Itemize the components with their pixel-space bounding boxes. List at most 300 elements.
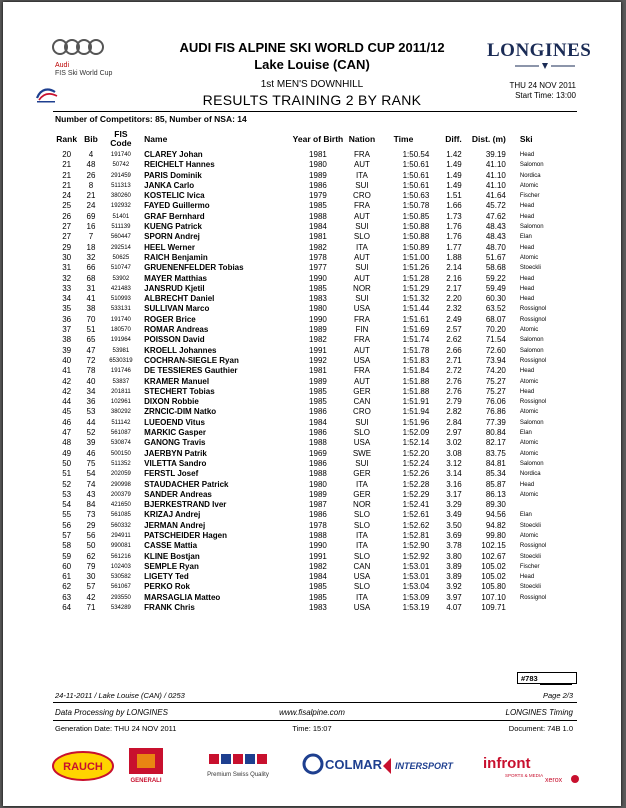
cell-fis-code: 561216 xyxy=(110,553,131,560)
col-year-of-birth: Year of Birth xyxy=(292,133,344,144)
cell-year-of-birth: 1982 xyxy=(309,242,327,252)
cell-nation: SLO xyxy=(353,428,370,438)
cell-rank: 52 xyxy=(62,479,72,489)
cell-diff: 3.08 xyxy=(446,448,462,458)
cell-dist: 41.10 xyxy=(485,180,506,190)
cell-name: LUEOEND Vitus xyxy=(144,417,205,427)
cell-nation: CAN xyxy=(353,561,371,571)
cell-time: 1:52.20 xyxy=(402,448,430,458)
cell-ski: Stoeckli xyxy=(519,522,541,529)
cell-bib: 16 xyxy=(86,222,96,232)
website-link[interactable]: www.fisalpine.com xyxy=(279,708,345,717)
table-row xyxy=(53,552,577,562)
table-row xyxy=(53,191,577,201)
cell-ski: Rossignol xyxy=(519,306,547,313)
cell-year-of-birth: 1989 xyxy=(309,170,327,180)
cell-bib: 53 xyxy=(86,407,96,417)
cell-fis-code: 421483 xyxy=(110,285,131,292)
start-time: Start Time: 13:00 xyxy=(515,91,576,100)
cell-time: 1:50.78 xyxy=(402,201,430,211)
cell-name: KROELL Johannes xyxy=(144,345,217,355)
cell-ski: Head xyxy=(519,481,535,488)
cell-fis-code: 500150 xyxy=(110,450,131,457)
cell-time: 1:52.81 xyxy=(402,530,430,540)
cell-time: 1:51.84 xyxy=(402,366,430,376)
cell-nation: AUT xyxy=(353,345,370,355)
table-row xyxy=(53,253,577,263)
cell-ski: Atomic xyxy=(519,254,539,261)
cell-time: 1:50.88 xyxy=(402,232,430,242)
cell-rank: 46 xyxy=(62,417,72,427)
cell-ski xyxy=(506,603,577,613)
cell-diff: 3.78 xyxy=(446,541,462,551)
cell-time: 1:53.19 xyxy=(402,603,430,613)
cell-fis-code: 200379 xyxy=(110,491,131,498)
cell-ski xyxy=(506,500,577,510)
cell-name: SEMPLE Ryan xyxy=(144,561,199,571)
cell-name: CASSE Mattia xyxy=(144,541,198,551)
cell-diff: 3.49 xyxy=(446,510,462,520)
table-row xyxy=(53,469,577,479)
col-fis-line1: FIS xyxy=(114,129,128,139)
cell-diff: 3.29 xyxy=(446,500,462,510)
cell-name: ROGER Brice xyxy=(144,314,196,324)
cell-nation: FRA xyxy=(353,150,370,159)
cell-bib: 75 xyxy=(86,458,96,468)
cell-nation: SUI xyxy=(355,417,369,427)
cell-time: 1:51.88 xyxy=(402,386,430,396)
cell-rank: 45 xyxy=(62,407,72,417)
cell-diff: 2.71 xyxy=(446,355,462,365)
cell-diff: 2.84 xyxy=(446,417,462,427)
cell-rank: 55 xyxy=(62,510,72,520)
cell-bib: 52 xyxy=(86,428,96,438)
cell-bib: 40 xyxy=(86,376,96,386)
cell-bib: 56 xyxy=(86,530,96,540)
table-row xyxy=(53,407,577,417)
cell-rank: 29 xyxy=(62,242,72,252)
footer-divider xyxy=(53,702,577,703)
cell-rank: 53 xyxy=(62,489,72,499)
cell-rank: 42 xyxy=(62,386,72,396)
table-row xyxy=(53,490,577,500)
cell-time: 1:53.01 xyxy=(402,561,430,571)
xerox-logo xyxy=(545,775,579,784)
cell-nation: SLO xyxy=(353,551,370,561)
cell-time: 1:51.44 xyxy=(402,304,430,314)
table-row xyxy=(53,274,577,284)
cell-fis-code: 290998 xyxy=(110,481,131,488)
cell-nation: SUI xyxy=(355,180,369,190)
cell-ski: Head xyxy=(519,574,535,581)
cell-time: 1:52.41 xyxy=(402,500,430,510)
rauch-logo xyxy=(53,752,113,780)
cell-name: POISSON David xyxy=(144,335,205,345)
table-row xyxy=(53,325,577,335)
cell-diff: 2.20 xyxy=(446,294,462,304)
cell-year-of-birth: 1980 xyxy=(309,479,327,489)
cell-diff: 3.16 xyxy=(446,479,462,489)
event-title: AUDI FIS ALPINE SKI WORLD CUP 2011/12 xyxy=(179,40,445,55)
table-row xyxy=(53,356,577,366)
cell-year-of-birth: 1983 xyxy=(309,603,327,613)
cell-bib: 74 xyxy=(86,479,96,489)
data-processing: Data Processing by LONGINES xyxy=(55,708,168,717)
cell-time: 1:52.14 xyxy=(402,438,430,448)
cell-rank: 31 xyxy=(62,263,72,273)
cell-diff: 3.50 xyxy=(446,520,462,530)
cell-nation: FIN xyxy=(355,325,369,335)
cell-bib: 73 xyxy=(86,510,96,520)
cell-bib: 84 xyxy=(86,500,96,510)
cell-diff: 3.02 xyxy=(446,438,462,448)
cell-name: RAICH Benjamin xyxy=(144,252,208,262)
cell-year-of-birth: 1982 xyxy=(309,561,327,571)
cell-fis-code: 294911 xyxy=(111,532,131,539)
cell-name: REICHELT Hannes xyxy=(144,160,215,170)
col-time: Time xyxy=(393,133,414,144)
table-row xyxy=(53,212,577,222)
cell-fis-code: 192932 xyxy=(110,203,131,210)
cell-time: 1:52.24 xyxy=(402,458,430,468)
cell-name: STECHERT Tobias xyxy=(144,386,215,396)
cell-year-of-birth: 1986 xyxy=(309,428,327,438)
cell-dist: 60.30 xyxy=(485,294,506,304)
col-name: Name xyxy=(144,133,168,144)
cell-nation: SUI xyxy=(355,458,369,468)
cell-dist: 48.43 xyxy=(485,222,506,232)
cell-name: ROMAR Andreas xyxy=(144,325,209,335)
cell-year-of-birth: 1991 xyxy=(309,345,327,355)
cell-ski: Salomon xyxy=(519,224,544,231)
cell-year-of-birth: 1991 xyxy=(309,551,327,561)
cell-ski: Head xyxy=(519,213,535,220)
cell-time: 1:51.69 xyxy=(402,325,430,335)
cell-fis-code: 202059 xyxy=(110,471,131,478)
xerox-text: xerox xyxy=(545,777,563,784)
cell-fis-code: 561085 xyxy=(110,512,131,519)
cell-ski: Head xyxy=(519,152,535,158)
table-row xyxy=(53,603,577,613)
cell-year-of-birth: 1981 xyxy=(309,150,327,159)
cell-bib: 8 xyxy=(88,180,94,190)
cell-name: SPORN Andrej xyxy=(144,232,200,242)
cell-name: MARSAGLIA Matteo xyxy=(144,592,221,602)
cell-year-of-birth: 1985 xyxy=(309,201,327,211)
cell-year-of-birth: 1980 xyxy=(309,160,327,170)
cell-name: PATSCHEIDER Hagen xyxy=(144,530,227,540)
table-row xyxy=(53,572,577,582)
cell-bib: 24 xyxy=(86,201,96,211)
cell-year-of-birth: 1989 xyxy=(309,489,327,499)
cell-nation: ITA xyxy=(356,242,368,252)
cell-nation: SLO xyxy=(353,232,370,242)
cell-diff: 2.76 xyxy=(446,386,462,396)
cell-dist: 84.81 xyxy=(485,458,506,468)
cell-bib: 18 xyxy=(86,242,96,252)
cell-bib: 70 xyxy=(86,314,96,324)
table-row xyxy=(53,377,577,387)
cell-year-of-birth: 1990 xyxy=(309,541,327,551)
cell-diff: 1.42 xyxy=(446,150,462,159)
cell-ski: Stoeckli xyxy=(519,584,541,591)
cell-rank: 62 xyxy=(62,582,72,592)
cell-time: 1:52.29 xyxy=(402,489,430,499)
cell-name: KRAMER Manuel xyxy=(144,376,210,386)
cell-time: 1:52.28 xyxy=(402,479,430,489)
cell-rank: 38 xyxy=(62,335,72,345)
cell-rank: 60 xyxy=(62,561,72,571)
cell-time: 1:51.83 xyxy=(402,355,430,365)
cell-dist: 80.84 xyxy=(485,428,506,438)
cell-year-of-birth: 1985 xyxy=(309,386,327,396)
results-body xyxy=(53,150,577,613)
cell-bib: 50 xyxy=(86,541,96,551)
cell-nation: SUI xyxy=(355,294,369,304)
longines-logo: LONGINES xyxy=(487,40,592,61)
cell-fis-code: 292514 xyxy=(110,244,131,251)
cell-bib: 32 xyxy=(86,252,96,262)
cell-fis-code: 293550 xyxy=(110,594,131,601)
cell-nation: FRA xyxy=(353,335,370,345)
cell-fis-code: 380292 xyxy=(110,409,131,416)
cell-nation: FRA xyxy=(353,201,370,211)
cell-dist: 58.68 xyxy=(485,263,506,273)
cell-ski: Rossignol xyxy=(519,316,547,323)
cell-name: JERMAN Andrej xyxy=(144,520,206,530)
cell-ski: Head xyxy=(519,388,535,395)
cell-time: 1:51.96 xyxy=(402,417,430,427)
cell-nation: ITA xyxy=(356,541,368,551)
table-row xyxy=(53,284,577,294)
intersport-logo xyxy=(383,758,454,774)
table-row xyxy=(53,201,577,211)
cell-dist: 63.52 xyxy=(485,304,506,314)
cell-dist: 48.70 xyxy=(485,242,506,252)
cell-bib: 57 xyxy=(86,582,96,592)
cell-nation: GER xyxy=(353,386,371,396)
cell-rank: 59 xyxy=(62,551,72,561)
cell-ski: Stoeckli xyxy=(519,553,541,560)
cell-name: DIXON Robbie xyxy=(144,397,199,407)
cell-fis-code: 191746 xyxy=(110,368,131,375)
cell-nation: GER xyxy=(353,489,371,499)
cell-rank: 21 xyxy=(62,180,72,190)
cell-fis-code: 51401 xyxy=(112,213,130,220)
table-row xyxy=(53,366,577,376)
cell-bib: 71 xyxy=(86,603,96,613)
cell-bib: 66 xyxy=(86,263,96,273)
cell-nation: FRA xyxy=(353,314,370,324)
results-table xyxy=(53,128,577,613)
cell-dist: 47.62 xyxy=(485,211,506,221)
cell-diff: 3.80 xyxy=(446,551,462,561)
cell-nation: USA xyxy=(353,355,371,365)
cell-name: KLINE Bostjan xyxy=(144,551,200,561)
stamp-signature-line xyxy=(540,676,572,685)
cell-time: 1:52.90 xyxy=(402,541,430,551)
cell-dist: 75.27 xyxy=(485,386,506,396)
cell-fis-code: 990081 xyxy=(110,543,131,550)
cell-diff: 1.76 xyxy=(446,222,462,232)
cell-name: PERKO Rok xyxy=(144,582,190,592)
cell-dist: 41.10 xyxy=(485,170,506,180)
cell-rank: 49 xyxy=(62,448,72,458)
cell-time: 1:53.04 xyxy=(402,582,430,592)
cell-time: 1:52.61 xyxy=(402,510,430,520)
table-row xyxy=(53,150,577,160)
cell-time: 1:53.01 xyxy=(402,572,430,582)
cell-fis-code: 511352 xyxy=(111,460,131,467)
cell-name: STAUDACHER Patrick xyxy=(144,479,229,489)
table-row xyxy=(53,438,577,448)
cell-dist: 68.07 xyxy=(485,314,506,324)
cell-year-of-birth: 1984 xyxy=(309,417,327,427)
cell-name: KRIZAJ Andrej xyxy=(144,510,201,520)
cell-name: MARKIC Gasper xyxy=(144,428,206,438)
cell-diff: 4.07 xyxy=(446,603,462,613)
cell-year-of-birth: 1977 xyxy=(309,263,327,273)
cell-dist: 82.17 xyxy=(485,438,506,448)
cell-year-of-birth: 1989 xyxy=(309,325,327,335)
cell-diff: 2.62 xyxy=(446,335,462,345)
cell-ski: Atomic xyxy=(519,378,539,385)
cell-name: KOSTELIC Ivica xyxy=(144,191,205,201)
cell-bib: 46 xyxy=(86,448,96,458)
cell-dist: 70.20 xyxy=(485,325,506,335)
table-row xyxy=(53,181,577,191)
cell-nation: USA xyxy=(353,438,371,448)
cell-dist: 41.64 xyxy=(485,191,506,201)
cell-bib: 78 xyxy=(86,366,96,376)
cell-dist: 89.30 xyxy=(485,500,506,510)
cell-dist: 48.43 xyxy=(485,232,506,242)
cell-diff: 1.49 xyxy=(446,170,462,180)
cell-dist: 51.67 xyxy=(485,252,506,262)
cell-ski: Atomic xyxy=(519,450,539,457)
cell-name: JANSRUD Kjetil xyxy=(144,283,205,293)
generali-text: GENERALI xyxy=(130,778,162,784)
cell-fis-code: 560447 xyxy=(110,234,131,241)
cell-name: JAERBYN Patrik xyxy=(144,448,207,458)
fis-world-cup-label: FIS Ski World Cup xyxy=(55,70,113,77)
race-date: THU 24 NOV 2011 xyxy=(509,81,576,90)
cell-year-of-birth: 1988 xyxy=(309,211,327,221)
cell-diff: 3.17 xyxy=(446,489,462,499)
cell-dist: 107.10 xyxy=(481,592,506,602)
cell-time: 1:52.92 xyxy=(402,551,430,561)
cell-bib: 42 xyxy=(86,592,96,602)
cell-nation: SLO xyxy=(353,510,370,520)
file-reference: 24-11-2011 / Lake Louise (CAN) / 0253 xyxy=(55,691,185,700)
cell-year-of-birth: 1969 xyxy=(309,448,327,458)
cell-diff: 2.79 xyxy=(446,397,462,407)
cell-dist: 94.82 xyxy=(485,520,506,530)
cell-fis-code: 511139 xyxy=(111,224,131,231)
cell-year-of-birth: 1988 xyxy=(309,438,327,448)
cell-fis-code: 510993 xyxy=(110,296,131,303)
cell-rank: 54 xyxy=(62,500,72,510)
cell-nation: CRO xyxy=(353,407,371,417)
cell-time: 1:50.54 xyxy=(402,150,430,159)
table-row xyxy=(53,304,577,314)
cell-diff: 3.97 xyxy=(446,592,462,602)
cell-fis-code: 50742 xyxy=(112,162,130,169)
cell-diff: 3.92 xyxy=(446,582,462,592)
race-name: 1st MEN'S DOWNHILL xyxy=(260,79,364,90)
cell-rank: 42 xyxy=(62,376,72,386)
cell-nation: SWE xyxy=(352,448,372,458)
cell-rank: 64 xyxy=(62,603,72,613)
cell-nation: ITA xyxy=(356,592,368,602)
cell-diff: 2.16 xyxy=(446,273,462,283)
cell-ski: Salomon xyxy=(519,337,544,344)
cell-diff: 3.14 xyxy=(446,469,462,479)
cell-year-of-birth: 1990 xyxy=(309,314,327,324)
page-number: Page 2/3 xyxy=(542,691,573,700)
cell-year-of-birth: 1986 xyxy=(309,180,327,190)
col-diff: Diff. xyxy=(445,133,462,144)
cell-time: 1:50.61 xyxy=(402,170,430,180)
cell-bib: 4 xyxy=(88,150,94,159)
cell-bib: 51 xyxy=(86,325,96,335)
cell-name: SANDER Andreas xyxy=(144,489,212,499)
cell-fis-code: 102961 xyxy=(110,399,131,406)
cell-diff: 2.72 xyxy=(446,366,462,376)
cell-bib: 47 xyxy=(86,345,96,355)
cell-nation: AUT xyxy=(353,252,370,262)
table-row xyxy=(53,243,577,253)
generation-date: Generation Date: THU 24 NOV 2011 xyxy=(55,724,177,733)
cell-diff: 3.12 xyxy=(446,458,462,468)
infront-text: infront xyxy=(483,755,531,772)
table-row xyxy=(53,480,577,490)
cell-time: 1:51.28 xyxy=(402,273,430,283)
cell-dist: 102.15 xyxy=(481,541,506,551)
cell-name: KUENG Patrick xyxy=(144,222,202,232)
cell-diff: 1.49 xyxy=(446,180,462,190)
col-nation: Nation xyxy=(348,133,376,144)
cell-nation: GER xyxy=(353,469,371,479)
infront-logo xyxy=(483,755,543,778)
cell-time: 1:50.61 xyxy=(402,180,430,190)
cell-bib: 7 xyxy=(88,232,94,242)
cell-nation: ITA xyxy=(356,170,368,180)
cell-fis-code: 102403 xyxy=(110,563,131,570)
table-row xyxy=(53,521,577,531)
cell-year-of-birth: 1985 xyxy=(309,397,327,407)
cell-nation: NOR xyxy=(353,283,371,293)
cell-bib: 54 xyxy=(86,469,96,479)
generation-time: Time: 15:07 xyxy=(292,724,332,733)
cell-year-of-birth: 1985 xyxy=(309,283,327,293)
cell-diff: 2.82 xyxy=(446,407,462,417)
competitors-count: Number of Competitors: 85, Number of NSA: 14 xyxy=(55,114,247,124)
cell-rank: 39 xyxy=(62,345,72,355)
cell-diff: 2.66 xyxy=(446,345,462,355)
cell-name: VILETTA Sandro xyxy=(144,458,207,468)
cell-diff: 2.17 xyxy=(446,283,462,293)
cell-name: DE TESSIERES Gauthier xyxy=(144,366,238,376)
cell-time: 1:51.29 xyxy=(402,283,430,293)
cell-year-of-birth: 1986 xyxy=(309,458,327,468)
divider xyxy=(53,111,577,112)
cell-time: 1:50.89 xyxy=(402,242,430,252)
cell-diff: 1.49 xyxy=(446,160,462,170)
cell-ski: Head xyxy=(519,285,535,292)
cell-ski: Salomon xyxy=(519,347,544,354)
cell-bib: 65 xyxy=(86,335,96,345)
